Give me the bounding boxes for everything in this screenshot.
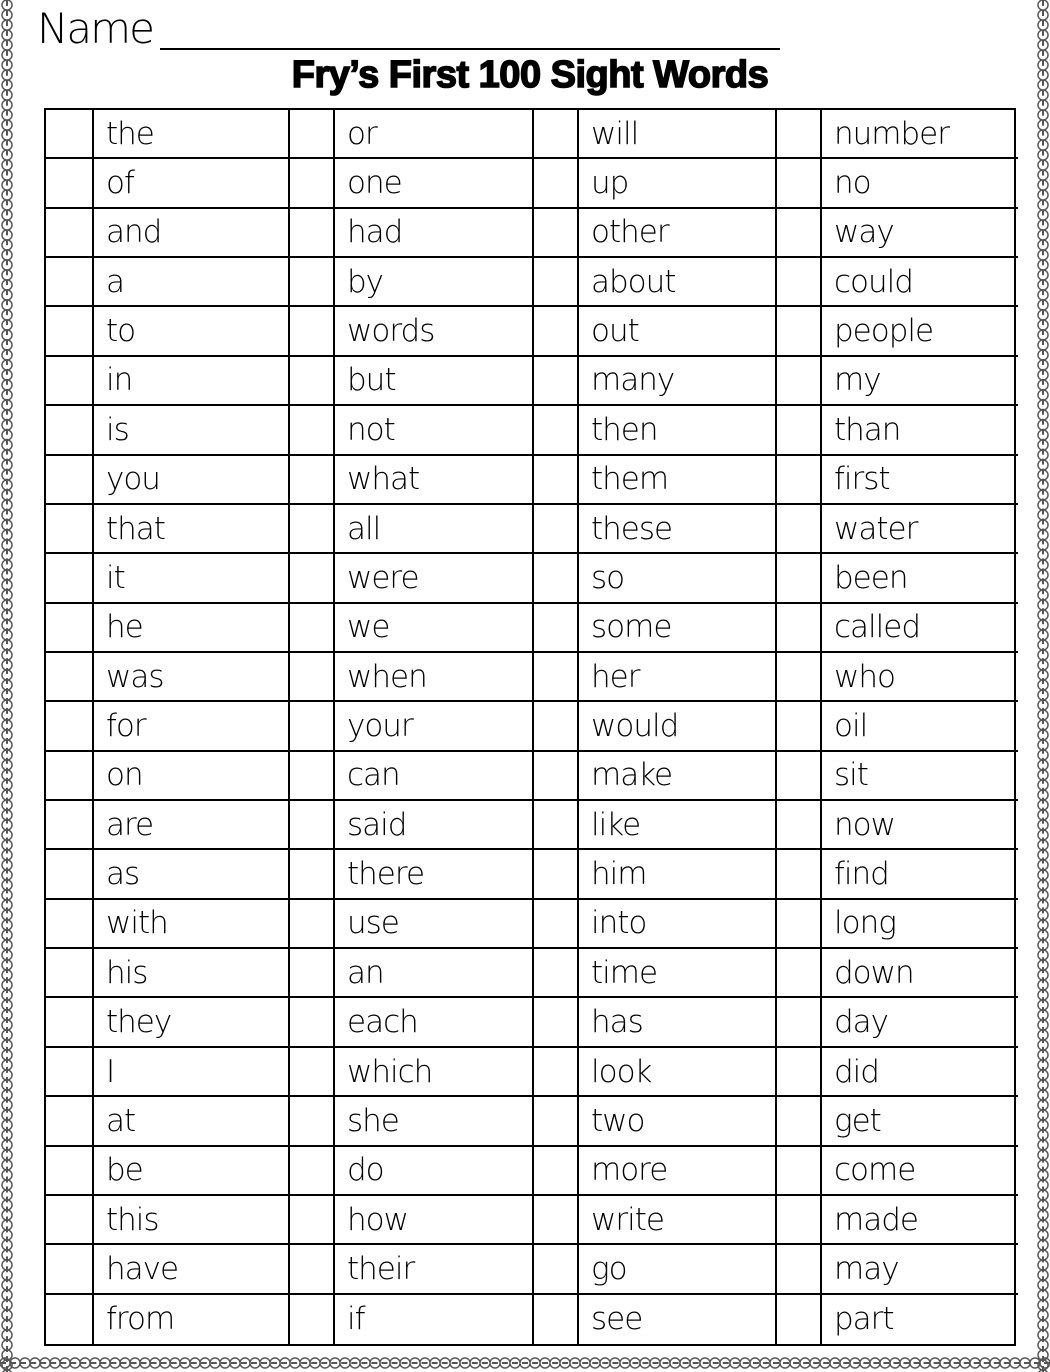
checkbox-cell[interactable] (777, 406, 822, 455)
sight-word: water (822, 505, 1018, 554)
sight-word: at (94, 1097, 290, 1146)
decorative-border-bottom (0, 1356, 1050, 1370)
checkbox-cell[interactable] (46, 1245, 94, 1294)
sight-word: up (579, 159, 777, 208)
sight-word: other (579, 209, 777, 258)
checkbox-cell[interactable] (534, 307, 579, 356)
checkbox-cell[interactable] (46, 505, 94, 554)
checkbox-cell[interactable] (290, 1097, 335, 1146)
sight-word: if (335, 1295, 534, 1344)
sight-word: they (94, 998, 290, 1047)
decorative-border-right (1036, 0, 1050, 1372)
sight-word: each (335, 998, 534, 1047)
checkbox-cell[interactable] (534, 752, 579, 801)
sight-word: when (335, 653, 534, 702)
sight-word: on (94, 752, 290, 801)
checkbox-cell[interactable] (777, 949, 822, 998)
checkbox-cell[interactable] (290, 752, 335, 801)
checkbox-cell[interactable] (46, 998, 94, 1047)
checkbox-cell[interactable] (777, 1245, 822, 1294)
sight-word: or (335, 110, 534, 159)
sight-word: than (822, 406, 1018, 455)
checkbox-cell[interactable] (290, 949, 335, 998)
sight-word: have (94, 1245, 290, 1294)
checkbox-cell[interactable] (777, 258, 822, 307)
checkbox-cell[interactable] (46, 258, 94, 307)
checkbox-cell[interactable] (290, 801, 335, 850)
sight-word: an (335, 949, 534, 998)
decorative-border-left (0, 0, 14, 1372)
sight-word: it (94, 554, 290, 603)
checkbox-cell[interactable] (290, 702, 335, 751)
checkbox-cell[interactable] (777, 998, 822, 1047)
sight-word: find (822, 850, 1018, 899)
sight-word: use (335, 900, 534, 949)
checkbox-cell[interactable] (534, 949, 579, 998)
checkbox-cell[interactable] (46, 110, 94, 159)
checkbox-cell[interactable] (290, 110, 335, 159)
checkbox-cell[interactable] (777, 209, 822, 258)
sight-word: number (822, 110, 1018, 159)
checkbox-cell[interactable] (534, 653, 579, 702)
checkbox-cell[interactable] (534, 900, 579, 949)
checkbox-cell[interactable] (777, 357, 822, 406)
sight-word: can (335, 752, 534, 801)
checkbox-cell[interactable] (534, 406, 579, 455)
sight-word: in (94, 357, 290, 406)
sight-word: her (579, 653, 777, 702)
sight-word: words (335, 307, 534, 356)
sight-word: all (335, 505, 534, 554)
sight-word: part (834, 1301, 894, 1338)
checkbox-cell[interactable] (777, 1196, 822, 1245)
sight-word: I (94, 1048, 290, 1097)
sight-word: them (579, 456, 777, 505)
sight-word: who (822, 653, 1018, 702)
sight-word: about (579, 258, 777, 307)
checkbox-cell[interactable] (46, 554, 94, 603)
checkbox-cell[interactable] (290, 505, 335, 554)
checkbox-cell[interactable] (534, 1147, 579, 1196)
checkbox-cell[interactable] (777, 505, 822, 554)
checkbox-cell[interactable] (290, 307, 335, 356)
sight-word: but (335, 357, 534, 406)
checkbox-cell[interactable] (46, 1048, 94, 1097)
checkbox-cell[interactable] (290, 1295, 335, 1344)
checkbox-cell[interactable] (777, 456, 822, 505)
checkbox-cell[interactable] (290, 357, 335, 406)
checkbox-cell[interactable] (46, 653, 94, 702)
sight-word: down (822, 949, 1018, 998)
checkbox-cell[interactable] (46, 900, 94, 949)
checkbox-cell[interactable] (290, 850, 335, 899)
sight-word: into (579, 900, 777, 949)
sight-word: make (579, 752, 777, 801)
checkbox-cell[interactable] (290, 554, 335, 603)
checkbox-cell[interactable] (534, 801, 579, 850)
sight-word: no (822, 159, 1018, 208)
sight-word: long (822, 900, 1018, 949)
sight-word: to (94, 307, 290, 356)
checkbox-cell[interactable] (534, 1097, 579, 1146)
checkbox-cell[interactable] (777, 1147, 822, 1196)
checkbox-cell[interactable] (534, 209, 579, 258)
sight-word: the (94, 110, 290, 159)
sight-word: had (335, 209, 534, 258)
checkbox-cell[interactable] (290, 1147, 335, 1196)
checkbox-cell[interactable] (534, 702, 579, 751)
checkbox-cell[interactable] (534, 604, 579, 653)
checkbox-cell[interactable] (777, 752, 822, 801)
checkbox-cell[interactable] (46, 752, 94, 801)
checkbox-cell[interactable] (777, 801, 822, 850)
sight-word: as (94, 850, 290, 899)
checkbox-cell[interactable] (534, 505, 579, 554)
checkbox-cell[interactable] (290, 209, 335, 258)
name-field[interactable] (160, 48, 780, 50)
sight-words-table (44, 108, 1016, 1346)
checkbox-cell[interactable] (290, 456, 335, 505)
checkbox-cell[interactable] (777, 900, 822, 949)
checkbox-cell[interactable] (290, 258, 335, 307)
sight-word: could (822, 258, 1018, 307)
sight-word: these (579, 505, 777, 554)
sight-word: is (94, 406, 290, 455)
checkbox-cell[interactable] (534, 554, 579, 603)
sight-word: called (822, 604, 1018, 653)
sight-word: his (94, 949, 290, 998)
sight-word: will (579, 110, 777, 159)
sight-word: write (579, 1196, 777, 1245)
checkbox-cell[interactable] (777, 159, 822, 208)
checkbox-cell[interactable] (534, 357, 579, 406)
sight-word: come (822, 1147, 1018, 1196)
sight-word: a (94, 258, 290, 307)
checkbox-cell[interactable] (534, 850, 579, 899)
checkbox-cell[interactable] (777, 850, 822, 899)
sight-word: were (335, 554, 534, 603)
sight-word: she (335, 1097, 534, 1146)
sight-word: your (335, 702, 534, 751)
checkbox-cell[interactable] (534, 1196, 579, 1245)
checkbox-cell[interactable] (290, 900, 335, 949)
checkbox-cell[interactable] (46, 1295, 94, 1344)
sight-word: see (579, 1295, 777, 1344)
sight-word: first (822, 456, 1018, 505)
sight-word: sit (822, 752, 1018, 801)
checkbox-cell[interactable] (777, 702, 822, 751)
sight-word: some (579, 604, 777, 653)
sight-word: with (94, 900, 290, 949)
sight-word: for (94, 702, 290, 751)
sight-word: like (579, 801, 777, 850)
sight-word: their (335, 1245, 534, 1294)
page-title: Fry’s First 100 Sight Words (291, 54, 769, 96)
checkbox-cell[interactable] (290, 998, 335, 1047)
checkbox-cell[interactable] (290, 1048, 335, 1097)
checkbox-cell[interactable] (46, 406, 94, 455)
checkbox-cell[interactable] (777, 554, 822, 603)
sight-word: go (579, 1245, 777, 1294)
sight-word: said (335, 801, 534, 850)
sight-word: oil (822, 702, 1018, 751)
sight-word: him (579, 850, 777, 899)
checkbox-cell[interactable] (46, 1147, 94, 1196)
sight-word: way (822, 209, 1018, 258)
checkbox-cell[interactable] (46, 850, 94, 899)
checkbox-cell[interactable] (290, 159, 335, 208)
checkbox-cell[interactable] (534, 159, 579, 208)
checkbox-cell[interactable] (46, 949, 94, 998)
sight-word: are (94, 801, 290, 850)
checkbox-cell[interactable] (290, 653, 335, 702)
sight-word: would (579, 702, 777, 751)
checkbox-cell[interactable] (46, 604, 94, 653)
sight-word: look (579, 1048, 777, 1097)
sight-word: of (94, 159, 290, 208)
sight-word: this (94, 1196, 290, 1245)
checkbox-cell[interactable] (777, 1295, 822, 1344)
sight-word: now (822, 801, 1018, 850)
checkbox-cell[interactable] (46, 1097, 94, 1146)
sight-word: my (822, 357, 1018, 406)
checkbox-cell[interactable] (46, 702, 94, 751)
sight-word: there (335, 850, 534, 899)
sight-word: how (335, 1196, 534, 1245)
sight-word: two (579, 1097, 777, 1146)
sight-word: that (94, 505, 290, 554)
sight-word: more (579, 1147, 777, 1196)
sight-word: he (94, 604, 290, 653)
sight-word: many (579, 357, 777, 406)
sight-word: what (335, 456, 534, 505)
sight-word: one (335, 159, 534, 208)
checkbox-cell[interactable] (777, 653, 822, 702)
sight-word: you (94, 456, 290, 505)
sight-word: day (822, 998, 1018, 1047)
checkbox-cell[interactable] (290, 604, 335, 653)
sight-word: get (822, 1097, 1018, 1146)
checkbox-cell[interactable] (534, 1048, 579, 1097)
checkbox-cell[interactable] (777, 604, 822, 653)
checkbox-cell[interactable] (46, 456, 94, 505)
sight-word: been (822, 554, 1018, 603)
checkbox-cell[interactable] (46, 357, 94, 406)
sight-word: by (335, 258, 534, 307)
sight-word: people (822, 307, 1018, 356)
checkbox-cell[interactable] (777, 307, 822, 356)
checkbox-cell[interactable] (46, 159, 94, 208)
checkbox-cell[interactable] (290, 1245, 335, 1294)
checkbox-cell[interactable] (46, 801, 94, 850)
name-label: Name (37, 4, 153, 53)
checkbox-cell[interactable] (777, 1048, 822, 1097)
checkbox-cell[interactable] (534, 1295, 579, 1344)
sight-word: may (822, 1245, 1018, 1294)
checkbox-cell[interactable] (46, 1196, 94, 1245)
checkbox-cell[interactable] (534, 110, 579, 159)
checkbox-cell[interactable] (534, 258, 579, 307)
sight-word: from (94, 1295, 290, 1344)
sight-word: and (94, 209, 290, 258)
sight-word: did (822, 1048, 1018, 1097)
sight-word: time (579, 949, 777, 998)
checkbox-cell[interactable] (534, 1245, 579, 1294)
checkbox-cell[interactable] (534, 998, 579, 1047)
sight-word: so (579, 554, 777, 603)
checkbox-cell[interactable] (777, 110, 822, 159)
checkbox-cell[interactable] (534, 456, 579, 505)
sight-word: out (579, 307, 777, 356)
sight-word: then (579, 406, 777, 455)
sight-word: was (94, 653, 290, 702)
checkbox-cell[interactable] (290, 406, 335, 455)
sight-word: not (335, 406, 534, 455)
checkbox-cell[interactable] (46, 209, 94, 258)
sight-word: do (335, 1147, 534, 1196)
sight-word: we (335, 604, 534, 653)
checkbox-cell[interactable] (46, 307, 94, 356)
sight-word: made (822, 1196, 1018, 1245)
checkbox-cell[interactable] (290, 1196, 335, 1245)
sight-word: has (579, 998, 777, 1047)
sight-word: which (335, 1048, 534, 1097)
sight-word: be (94, 1147, 290, 1196)
checkbox-cell[interactable] (777, 1097, 822, 1146)
